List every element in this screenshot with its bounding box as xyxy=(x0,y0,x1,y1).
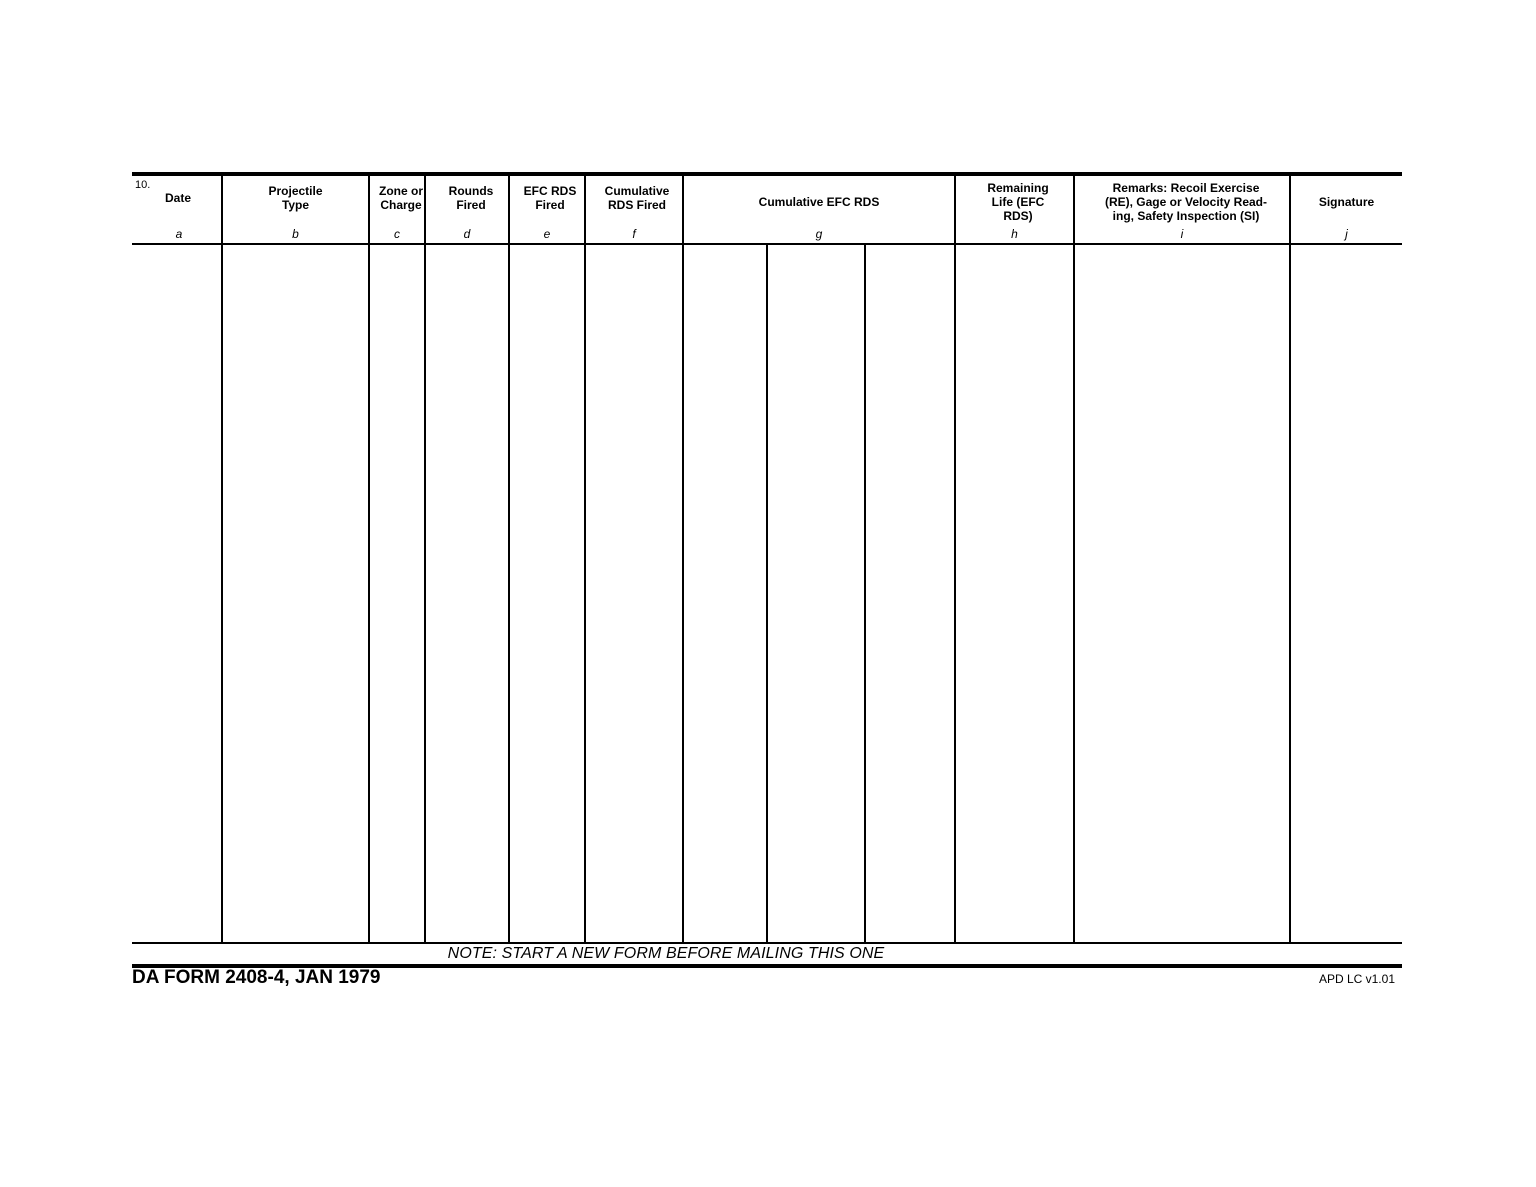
col-divider-e-f xyxy=(584,176,586,944)
header-cumulative-rds-fired: Cumulative RDS Fired xyxy=(604,184,670,212)
col-divider-d-e xyxy=(508,176,510,944)
letter-h: h xyxy=(1011,227,1018,241)
letter-c: c xyxy=(394,227,400,241)
mailing-note: NOTE: START A NEW FORM BEFORE MAILING THIS ONE xyxy=(447,945,885,962)
letter-a: a xyxy=(175,227,183,241)
col-divider-f-g xyxy=(682,176,684,944)
header-efc-rds-fired: EFC RDS Fired xyxy=(523,184,577,212)
col-divider-h-i xyxy=(1073,176,1075,944)
version-label: APD LC v1.01 xyxy=(1318,972,1395,986)
letter-j: j xyxy=(1345,227,1348,241)
header-remarks: Remarks: Recoil Exercise (RE), Gage or Velocity Read- ing, Safety Inspection (SI) xyxy=(1104,181,1268,223)
form-identifier: DA FORM 2408-4, JAN 1979 xyxy=(132,967,381,988)
col-divider-i-j xyxy=(1289,176,1291,944)
item-number: 10. xyxy=(135,179,151,191)
col-divider-c-d xyxy=(424,176,426,944)
header-cumulative-efc-rds: Cumulative EFC RDS xyxy=(758,195,880,209)
header-rounds-fired: Rounds Fired xyxy=(448,184,494,212)
letter-d: d xyxy=(463,227,471,241)
header-zone-or-charge: Zone or Charge xyxy=(379,184,423,212)
col-divider-a-b xyxy=(221,176,223,944)
col-g-subdivider-1 xyxy=(766,244,768,944)
letter-i: i xyxy=(1180,227,1184,241)
col-divider-b-c xyxy=(368,176,370,944)
col-g-subdivider-2 xyxy=(864,244,866,944)
header-date: Date xyxy=(164,191,191,205)
col-divider-g-h xyxy=(954,176,956,944)
top-rule xyxy=(132,172,1402,176)
letter-g: g xyxy=(815,227,823,241)
header-projectile-type: Projectile Type xyxy=(268,184,323,212)
header-signature: Signature xyxy=(1318,195,1375,209)
letter-f: f xyxy=(632,227,636,241)
letter-b: b xyxy=(292,227,299,241)
header-remaining-life: Remaining Life (EFC RDS) xyxy=(987,181,1049,223)
letter-e: e xyxy=(543,227,551,241)
